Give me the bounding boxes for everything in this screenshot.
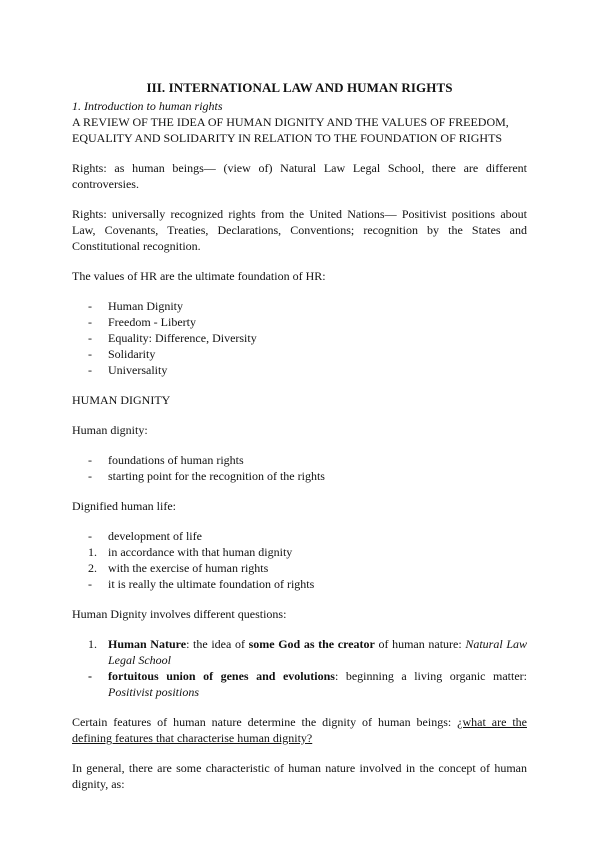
question-human-nature	[108, 636, 527, 668]
list-marker: -	[88, 469, 92, 483]
paragraph-values: The values of HR are the ultimate foundation of HR:	[72, 269, 326, 283]
list-marker: -	[88, 669, 92, 683]
list-marker: -	[88, 529, 92, 543]
list-item	[72, 636, 527, 668]
bold-term: Human Nature	[108, 637, 187, 651]
questions-list	[72, 636, 527, 700]
list-item	[72, 576, 527, 592]
values-list	[72, 298, 527, 378]
list-item-text: with the exercise of human rights	[108, 561, 269, 575]
list-marker: -	[88, 331, 92, 345]
underlined-question: ¿what are the defining features that characterise human dignity?	[72, 715, 527, 745]
list-item-text: foundations of human rights	[108, 453, 244, 467]
list-item	[72, 346, 527, 362]
list-item	[72, 452, 527, 468]
list-item-text: it is really the ultimate foundation of rights	[108, 577, 315, 591]
bold-term: some God as the creator	[248, 637, 375, 651]
list-item	[72, 298, 527, 314]
paragraph-rights-positivist: Rights: universally recognized rights from the United Nations— Positivist positions about Law, Covenants, Treaties, Declarations, Conventions; recognition by the States and Constitutional recognition.	[72, 207, 527, 253]
list-marker: 2.	[88, 561, 97, 575]
list-item	[72, 362, 527, 378]
list-item-text: Freedom - Liberty	[108, 315, 196, 329]
list-item-text: in accordance with that human dignity	[108, 545, 293, 559]
page-title: III. INTERNATIONAL LAW AND HUMAN RIGHTS	[146, 80, 453, 95]
paragraph-rights-natural-law: Rights: as human beings— (view of) Natural Law Legal School, there are different controversies.	[72, 161, 527, 191]
human-dignity-label: Human dignity:	[72, 423, 148, 437]
bold-term: fortuitous union of genes and evolutions	[108, 669, 335, 683]
dignified-life-list	[72, 528, 527, 592]
document-content	[72, 80, 527, 806]
list-item	[72, 330, 527, 346]
list-item	[72, 314, 527, 330]
review-heading: A REVIEW OF THE IDEA OF HUMAN DIGNITY AND THE VALUES OF FREEDOM, EQUALITY AND SOLIDARITY IN RELATION TO THE FOUNDATION OF RIGHTS	[72, 115, 509, 145]
list-item-text: Universality	[108, 363, 168, 377]
list-item-text: Human Dignity	[108, 299, 183, 313]
list-marker: -	[88, 363, 92, 377]
plain-text: : the idea of	[186, 637, 249, 651]
list-item-text: Equality: Difference, Diversity	[108, 331, 257, 345]
list-item	[72, 560, 527, 576]
list-marker: -	[88, 453, 92, 467]
involves-paragraph: Human Dignity involves different questions:	[72, 607, 287, 621]
list-item-text: starting point for the recognition of the rights	[108, 469, 325, 483]
plain-text: : beginning a living organic matter:	[334, 669, 528, 683]
general-paragraph: In general, there are some characteristic of human nature involved in the concept of human dignity, as:	[72, 761, 527, 791]
list-marker: -	[88, 347, 92, 361]
question-genes-evolution	[108, 668, 527, 700]
list-item-text: Solidarity	[108, 347, 156, 361]
plain-text: of human nature:	[374, 637, 466, 651]
plain-text: Certain features of human nature determine the dignity of human beings:	[72, 715, 458, 729]
list-marker: 1.	[88, 545, 97, 559]
list-item	[72, 544, 527, 560]
list-item-text: development of life	[108, 529, 202, 543]
list-item	[72, 528, 527, 544]
dignified-life-label: Dignified human life:	[72, 499, 176, 513]
human-dignity-heading: HUMAN DIGNITY	[72, 393, 171, 407]
italic-term: Positivist positions	[108, 685, 200, 699]
features-paragraph	[72, 714, 527, 746]
section-subtitle: 1. Introduction to human rights	[72, 99, 223, 113]
human-dignity-list	[72, 452, 527, 484]
list-marker: -	[88, 577, 92, 591]
italic-term: Natural Law Legal School	[108, 637, 527, 667]
list-marker: 1.	[88, 637, 97, 651]
list-item	[72, 468, 527, 484]
list-marker: -	[88, 315, 92, 329]
list-item	[72, 668, 527, 700]
list-marker: -	[88, 299, 92, 313]
